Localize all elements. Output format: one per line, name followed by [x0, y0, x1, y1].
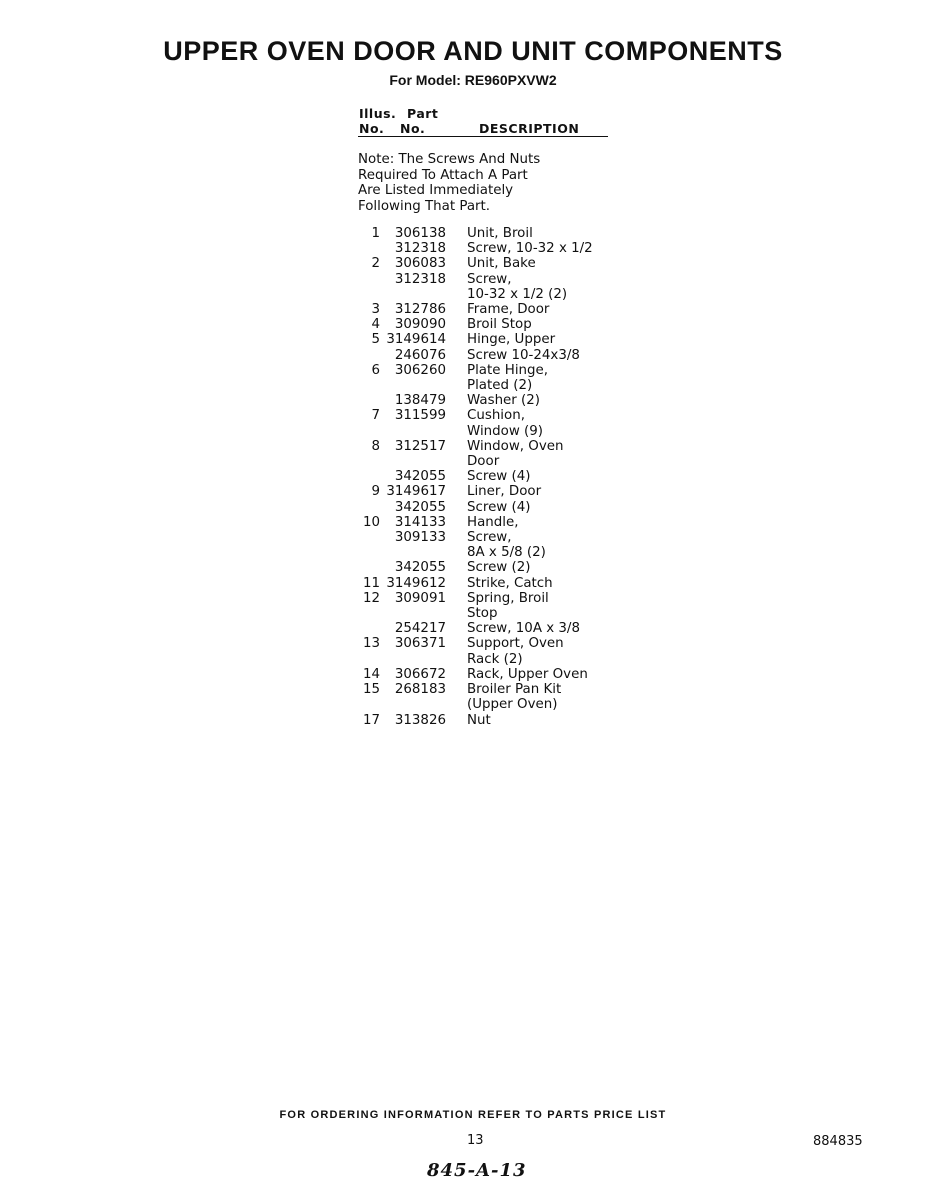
illus-number: 12 — [362, 590, 380, 606]
part-description: Screw 10-24x3/8 — [467, 347, 580, 363]
header-part-no: No. — [400, 121, 426, 136]
part-row — [358, 530, 658, 545]
part-description: Screw (2) — [467, 560, 531, 576]
parts-rows — [358, 226, 658, 728]
part-description: Plate Hinge, — [467, 362, 549, 378]
part-number: 246076 — [394, 347, 446, 363]
part-description: Broiler Pan Kit — [467, 682, 562, 698]
part-number: 3149617 — [386, 484, 446, 500]
screws-note — [358, 152, 658, 214]
illus-number — [358, 378, 386, 393]
part-row — [358, 515, 658, 530]
illus-number — [358, 272, 386, 287]
illus-number — [358, 393, 386, 408]
illus-number: 11 — [362, 575, 380, 591]
part-number — [386, 545, 446, 560]
illus-number: 9 — [371, 484, 380, 500]
part-description: Screw, 10-32 x 1/2 — [467, 241, 593, 257]
illus-number — [358, 241, 386, 256]
illus-number — [358, 621, 386, 636]
illus-number — [358, 348, 386, 363]
part-number: 254217 — [394, 621, 446, 637]
part-number — [386, 652, 446, 667]
part-number — [386, 697, 446, 712]
illus-number: 8 — [371, 438, 380, 454]
part-number — [386, 606, 446, 621]
part-description: Screw (4) — [467, 499, 531, 515]
illus-number — [358, 652, 386, 667]
illus-number — [358, 287, 386, 302]
part-number: 3149612 — [386, 575, 446, 591]
model-subtitle: For Model: RE960PXVW2 — [389, 72, 557, 88]
part-row — [358, 287, 658, 302]
illus-number: 13 — [362, 636, 380, 652]
part-number: 312786 — [394, 302, 446, 318]
part-row — [358, 484, 658, 499]
part-description: Hinge, Upper — [467, 332, 556, 348]
part-description: 10-32 x 1/2 (2) — [467, 286, 568, 302]
part-number — [386, 378, 446, 393]
part-row — [358, 256, 658, 271]
part-row — [358, 424, 658, 439]
illus-number: 5 — [371, 332, 380, 348]
part-number: 306138 — [394, 226, 446, 241]
part-number — [386, 454, 446, 469]
part-number: 309091 — [394, 590, 446, 606]
part-number: 309133 — [394, 530, 446, 546]
part-number: 313826 — [394, 712, 446, 728]
part-row — [358, 302, 658, 317]
part-row — [358, 636, 658, 651]
illus-number — [358, 697, 386, 712]
illus-number: 1 — [371, 226, 380, 241]
illus-number — [358, 560, 386, 575]
part-row — [358, 363, 658, 378]
illus-number: 7 — [371, 408, 380, 424]
note-line: Following That Part. — [358, 198, 491, 214]
part-description: Cushion, — [467, 408, 525, 424]
parts-list — [358, 104, 658, 728]
part-row — [358, 576, 658, 591]
part-description: Handle, — [467, 514, 519, 530]
illus-number: 3 — [371, 302, 380, 318]
part-description: Rack (2) — [467, 651, 523, 667]
part-row — [358, 378, 658, 393]
part-number: 311599 — [394, 408, 446, 424]
illus-number — [358, 500, 386, 515]
handwritten-note: 845-A-13 — [427, 1160, 527, 1181]
part-number: 306371 — [394, 636, 446, 652]
part-description: Stop — [467, 606, 498, 622]
header-illus-no: No. — [359, 121, 385, 136]
part-number: 342055 — [394, 469, 446, 485]
part-row — [358, 272, 658, 287]
part-row — [358, 393, 658, 408]
header-description: DESCRIPTION — [479, 121, 580, 136]
illus-number: 4 — [371, 317, 380, 333]
part-row — [358, 454, 658, 469]
part-row — [358, 591, 658, 606]
part-number: 306672 — [394, 666, 446, 682]
part-description: Window (9) — [467, 423, 544, 439]
parts-table-header — [358, 104, 658, 136]
part-row — [358, 713, 658, 728]
part-row — [358, 439, 658, 454]
part-description: Door — [467, 454, 500, 470]
part-description: Plated (2) — [467, 378, 533, 394]
part-description: (Upper Oven) — [467, 697, 558, 713]
part-description: Spring, Broil — [467, 590, 549, 606]
part-description: Washer (2) — [467, 393, 541, 409]
part-row — [358, 317, 658, 332]
part-description: Screw (4) — [467, 469, 531, 485]
illus-number — [358, 545, 386, 560]
part-description: 8A x 5/8 (2) — [467, 545, 546, 561]
part-description: Strike, Catch — [467, 575, 553, 591]
ordering-footer: FOR ORDERING INFORMATION REFER TO PARTS PRICE LIST — [279, 1109, 667, 1121]
part-number: 306260 — [394, 362, 446, 378]
part-description: Broil Stop — [467, 317, 532, 333]
illus-number: 14 — [362, 666, 380, 682]
illus-number: 17 — [362, 712, 380, 728]
part-description: Screw, — [467, 530, 512, 546]
page-number: 13 — [467, 1133, 484, 1148]
part-number: 312517 — [394, 438, 446, 454]
page-title: UPPER OVEN DOOR AND UNIT COMPONENTS — [163, 36, 783, 66]
part-number: 312318 — [394, 241, 446, 257]
part-description: Nut — [467, 712, 491, 728]
part-row — [358, 667, 658, 682]
part-row — [358, 500, 658, 515]
part-number: 3149614 — [386, 332, 446, 348]
part-number: 138479 — [394, 393, 446, 409]
part-description: Rack, Upper Oven — [467, 666, 588, 682]
part-number: 342055 — [394, 499, 446, 515]
part-description: Unit, Bake — [467, 256, 536, 272]
part-row — [358, 332, 658, 347]
part-row — [358, 226, 658, 241]
part-row — [358, 348, 658, 363]
part-row — [358, 697, 658, 712]
part-description: Unit, Broil — [467, 226, 533, 241]
part-description: Frame, Door — [467, 302, 550, 318]
document-number: 884835 — [813, 1134, 863, 1149]
illus-number: 15 — [362, 682, 380, 698]
part-number: 342055 — [394, 560, 446, 576]
header-illus: Illus. — [359, 106, 397, 121]
part-row — [358, 545, 658, 560]
illus-number — [358, 530, 386, 545]
part-row — [358, 241, 658, 256]
part-description: Liner, Door — [467, 484, 542, 500]
part-description: Screw, 10A x 3/8 — [467, 621, 580, 637]
illus-number — [358, 454, 386, 469]
part-row — [358, 560, 658, 575]
header-underline — [358, 136, 608, 137]
note-line: Required To Attach A Part — [358, 167, 528, 183]
part-row — [358, 652, 658, 667]
part-number: 306083 — [394, 256, 446, 272]
part-number: 268183 — [394, 682, 446, 698]
part-row — [358, 682, 658, 697]
part-row — [358, 606, 658, 621]
part-number: 314133 — [394, 514, 446, 530]
part-row — [358, 408, 658, 423]
illus-number: 10 — [362, 514, 380, 530]
part-description: Screw, — [467, 271, 512, 287]
part-number: 312318 — [394, 271, 446, 287]
illus-number — [358, 424, 386, 439]
note-line: Are Listed Immediately — [358, 183, 514, 198]
header-part: Part — [407, 106, 439, 121]
part-description: Support, Oven — [467, 636, 564, 652]
illus-number: 2 — [371, 256, 380, 272]
illus-number — [358, 606, 386, 621]
part-number — [386, 424, 446, 439]
part-number — [386, 287, 446, 302]
note-line: Note: The Screws And Nuts — [358, 152, 541, 167]
part-description: Window, Oven — [467, 438, 564, 454]
illus-number: 6 — [371, 362, 380, 378]
part-number: 309090 — [394, 317, 446, 333]
illus-number — [358, 469, 386, 484]
part-row — [358, 621, 658, 636]
part-row — [358, 469, 658, 484]
